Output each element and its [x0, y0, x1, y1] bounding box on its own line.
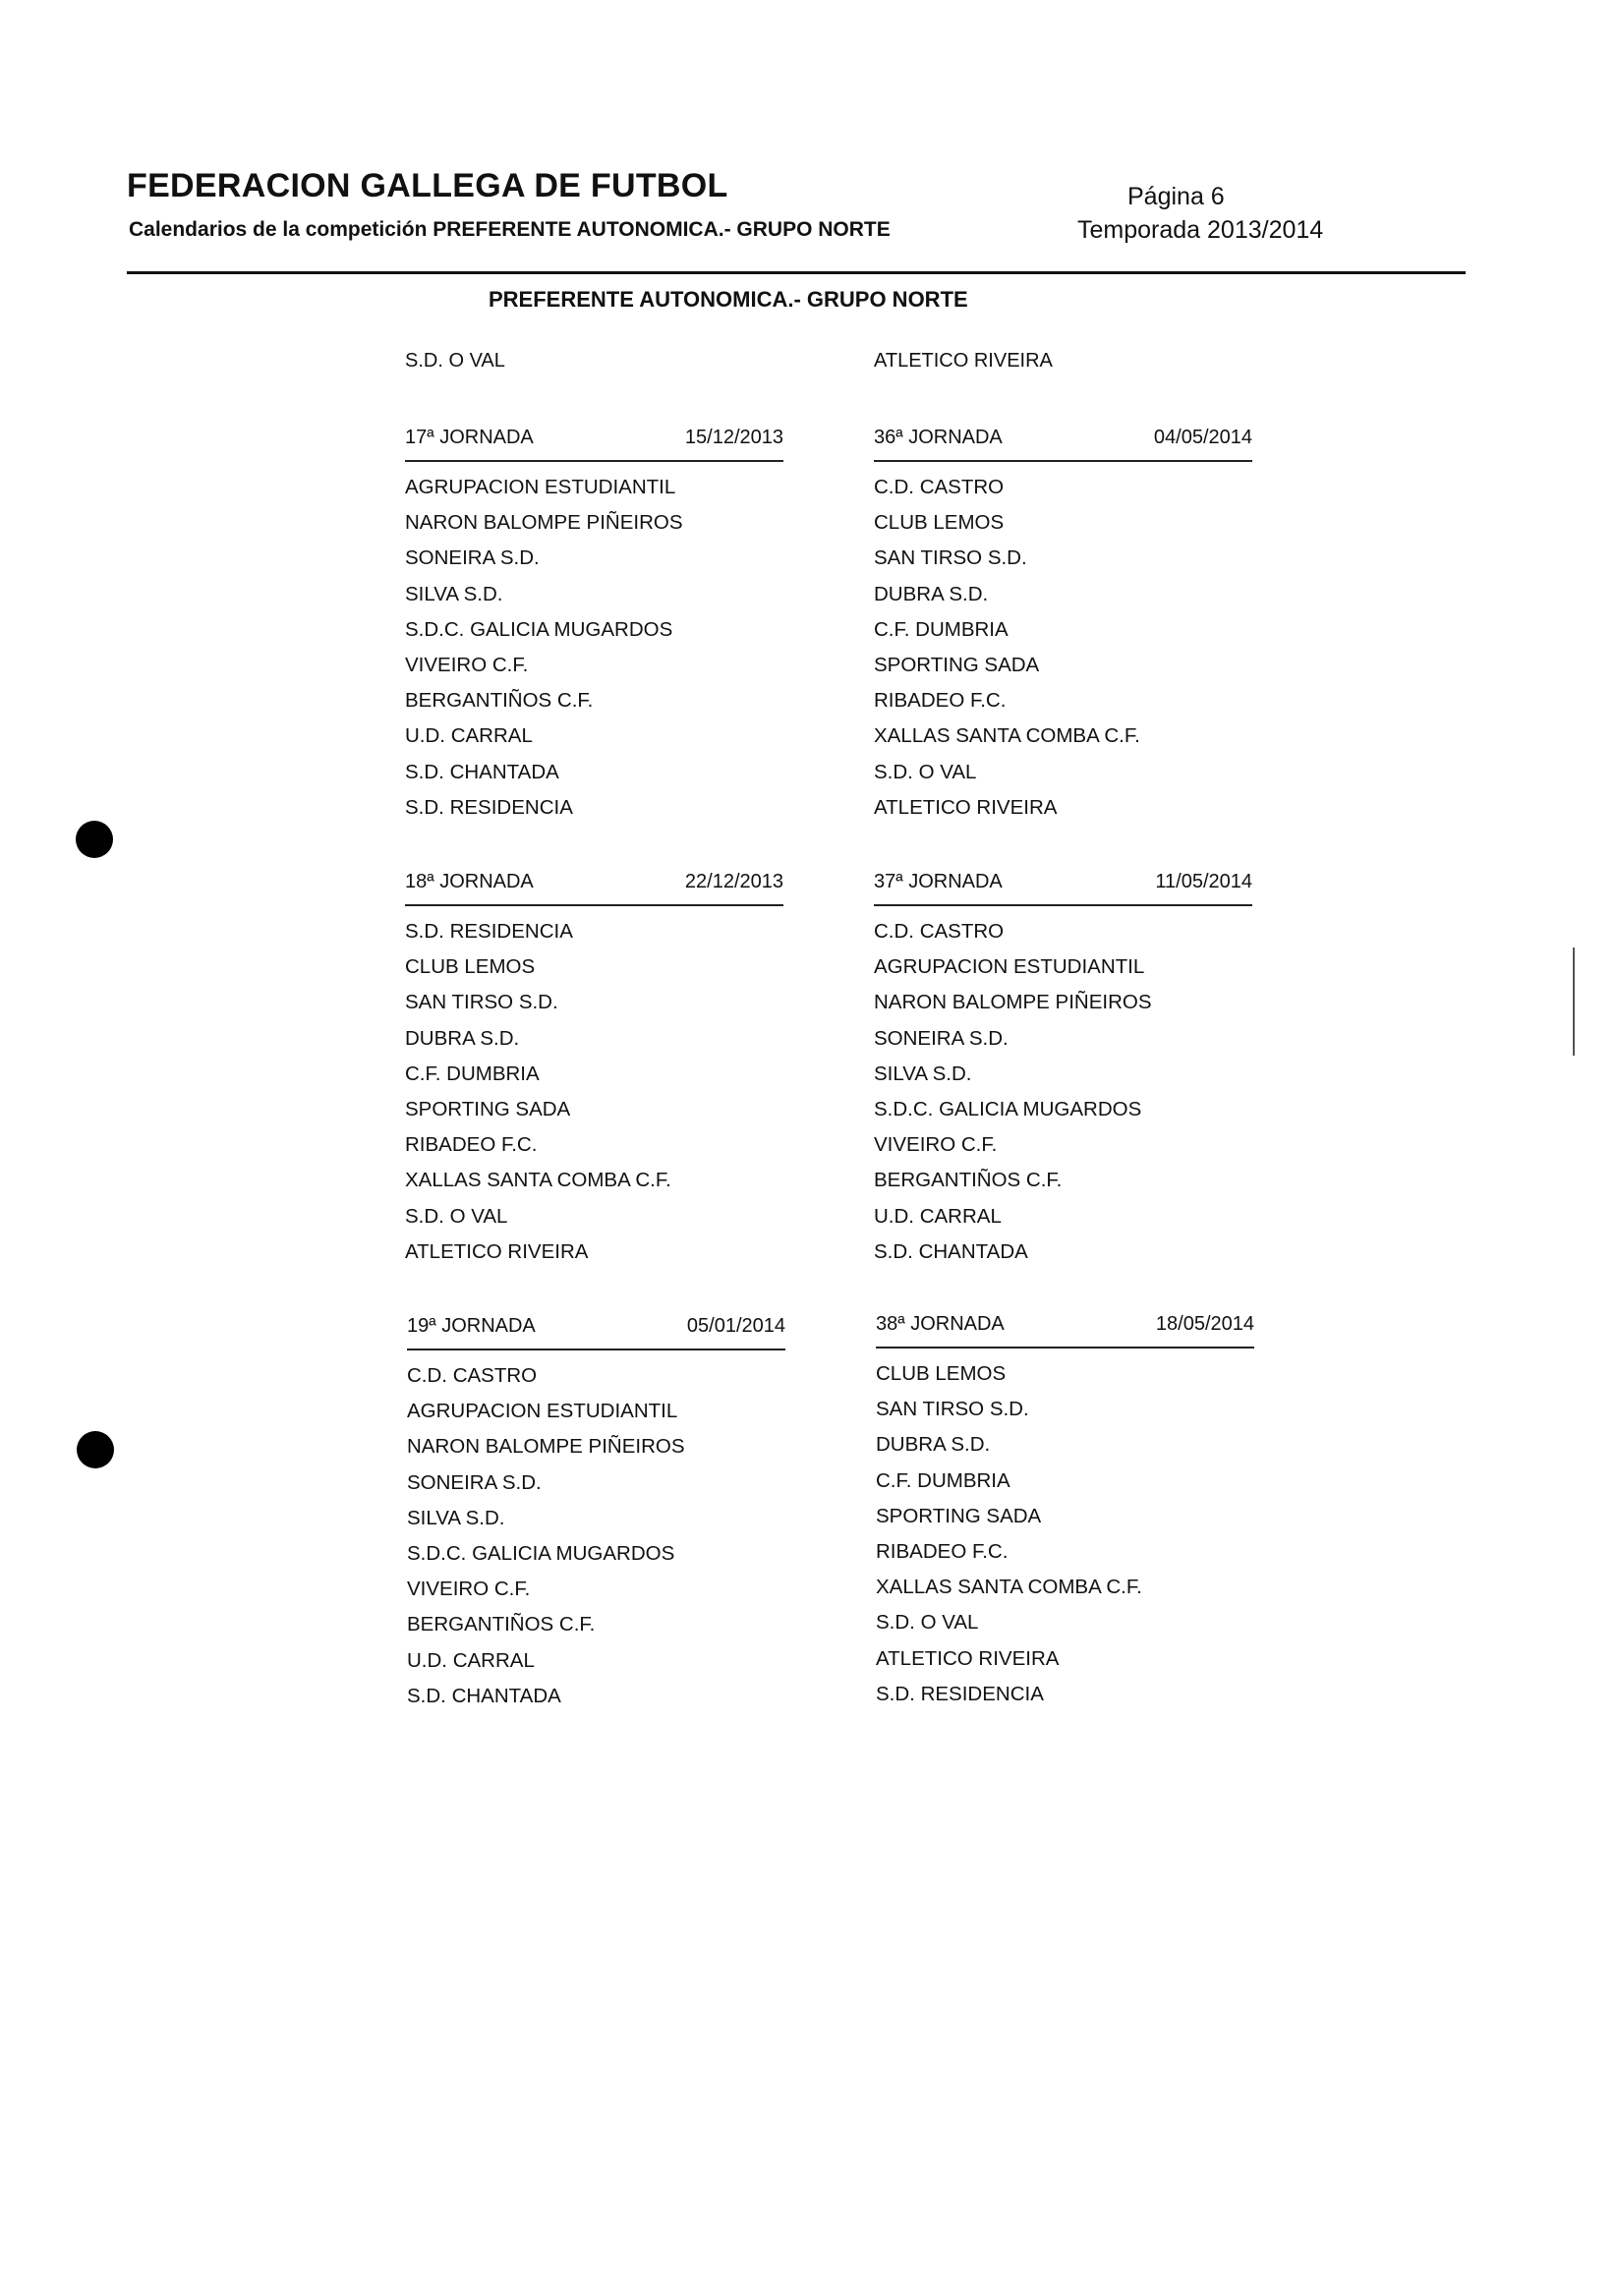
- header-divider: [127, 271, 1466, 274]
- team-name: RIBADEO F.C.: [876, 1539, 1009, 1563]
- round-block: [874, 427, 1252, 826]
- team-name: RIBADEO F.C.: [874, 689, 1007, 713]
- team-name: NARON BALOMPE PIÑEIROS: [407, 1435, 685, 1459]
- team-name: AGRUPACION ESTUDIANTIL: [405, 476, 676, 498]
- team-name: C.D. CASTRO: [874, 476, 1005, 498]
- team-name: S.D. RESIDENCIA: [405, 920, 573, 943]
- team-name: S.D. O VAL: [876, 1611, 979, 1635]
- team-list: [405, 470, 783, 826]
- team-name: VIVEIRO C.F.: [407, 1578, 531, 1601]
- page-number: Página 6: [1127, 183, 1225, 210]
- team-name: SPORTING SADA: [874, 653, 1040, 676]
- round-date: 15/12/2013: [684, 427, 783, 448]
- team-list: [874, 914, 1252, 1270]
- team-name: ATLETICO RIVEIRA: [874, 795, 1058, 819]
- team-name: XALLAS SANTA COMBA C.F.: [876, 1576, 1142, 1599]
- team-name: ATLETICO RIVEIRA: [405, 1239, 589, 1263]
- team-name: SILVA S.D.: [405, 582, 503, 605]
- team-name: SPORTING SADA: [405, 1097, 571, 1120]
- team-name: VIVEIRO C.F.: [874, 1133, 998, 1157]
- team-name: SONEIRA S.D.: [405, 546, 540, 570]
- round-name: 38ª JORNADA: [876, 1313, 1005, 1335]
- round-header: [407, 1315, 785, 1350]
- team-name: S.D. CHANTADA: [874, 1239, 1028, 1263]
- team-name: DUBRA S.D.: [405, 1026, 520, 1050]
- round-date: 18/05/2014: [1155, 1313, 1254, 1335]
- round-header: [874, 871, 1252, 906]
- section-title: PREFERENTE AUTONOMICA.- GRUPO NORTE: [489, 287, 968, 312]
- team-name: NARON BALOMPE PIÑEIROS: [874, 991, 1152, 1014]
- team-name: S.D. O VAL: [874, 760, 977, 783]
- round-name: 18ª JORNADA: [405, 871, 534, 892]
- team-list: [874, 470, 1252, 826]
- team-name: CLUB LEMOS: [405, 955, 536, 979]
- team-name: S.D. CHANTADA: [405, 760, 559, 783]
- round-date: 05/01/2014: [686, 1315, 785, 1337]
- team-name: S.D.C. GALICIA MUGARDOS: [407, 1541, 675, 1565]
- round-name: 19ª JORNADA: [407, 1315, 536, 1337]
- round-header: [876, 1313, 1254, 1349]
- previous-fixture-away: ATLETICO RIVEIRA: [874, 350, 1053, 372]
- team-name: U.D. CARRAL: [407, 1648, 535, 1672]
- team-name: SILVA S.D.: [874, 1062, 972, 1085]
- team-name: C.F. DUMBRIA: [874, 617, 1009, 641]
- team-name: SONEIRA S.D.: [407, 1470, 542, 1494]
- team-list: [405, 914, 783, 1270]
- round-block: [407, 1315, 785, 1714]
- team-name: SAN TIRSO S.D.: [405, 991, 558, 1014]
- team-name: S.D.C. GALICIA MUGARDOS: [874, 1097, 1142, 1120]
- team-name: S.D. RESIDENCIA: [405, 795, 573, 819]
- round-block: [874, 871, 1252, 1270]
- team-name: XALLAS SANTA COMBA C.F.: [405, 1169, 671, 1192]
- team-name: ATLETICO RIVEIRA: [876, 1646, 1060, 1670]
- team-name: AGRUPACION ESTUDIANTIL: [407, 1400, 678, 1423]
- round-name: 37ª JORNADA: [874, 871, 1003, 892]
- scan-edge-mark: [1573, 947, 1575, 1056]
- round-block: [876, 1313, 1254, 1712]
- competition-subtitle: Calendarios de la competición PREFERENTE AUTONOMICA.- GRUPO NORTE: [129, 218, 891, 241]
- round-header: [405, 871, 783, 906]
- team-list: [876, 1356, 1254, 1712]
- round-block: [405, 871, 783, 1270]
- team-name: U.D. CARRAL: [405, 724, 533, 748]
- team-name: C.F. DUMBRIA: [405, 1062, 540, 1085]
- team-name: SONEIRA S.D.: [874, 1026, 1009, 1050]
- previous-fixture-home: S.D. O VAL: [405, 350, 505, 372]
- round-date: 04/05/2014: [1153, 427, 1252, 448]
- team-name: XALLAS SANTA COMBA C.F.: [874, 724, 1140, 748]
- team-name: CLUB LEMOS: [876, 1362, 1007, 1385]
- team-name: AGRUPACION ESTUDIANTIL: [874, 955, 1145, 979]
- team-name: S.D. O VAL: [405, 1204, 508, 1228]
- team-name: C.D. CASTRO: [874, 920, 1005, 943]
- team-name: SILVA S.D.: [407, 1506, 505, 1529]
- team-name: BERGANTIÑOS C.F.: [874, 1169, 1063, 1192]
- team-list: [407, 1358, 785, 1714]
- punch-hole-upper: [76, 821, 113, 858]
- team-name: SAN TIRSO S.D.: [876, 1398, 1029, 1421]
- team-name: S.D. CHANTADA: [407, 1684, 561, 1707]
- team-name: SPORTING SADA: [876, 1504, 1042, 1527]
- team-name: RIBADEO F.C.: [405, 1133, 538, 1157]
- team-name: NARON BALOMPE PIÑEIROS: [405, 511, 683, 535]
- team-name: DUBRA S.D.: [876, 1433, 991, 1457]
- round-header: [405, 427, 783, 462]
- team-name: SAN TIRSO S.D.: [874, 546, 1027, 570]
- round-block: [405, 427, 783, 826]
- round-date: 22/12/2013: [684, 871, 783, 892]
- team-name: C.F. DUMBRIA: [876, 1468, 1010, 1492]
- team-name: C.D. CASTRO: [407, 1364, 538, 1387]
- punch-hole-lower: [77, 1431, 114, 1468]
- team-name: S.D. RESIDENCIA: [876, 1682, 1044, 1705]
- team-name: CLUB LEMOS: [874, 511, 1005, 535]
- round-name: 17ª JORNADA: [405, 427, 534, 448]
- round-header: [874, 427, 1252, 462]
- team-name: U.D. CARRAL: [874, 1204, 1002, 1228]
- team-name: DUBRA S.D.: [874, 582, 989, 605]
- season-label: Temporada 2013/2014: [1077, 216, 1324, 244]
- round-date: 11/05/2014: [1155, 871, 1252, 892]
- team-name: S.D.C. GALICIA MUGARDOS: [405, 617, 673, 641]
- round-name: 36ª JORNADA: [874, 427, 1003, 448]
- team-name: BERGANTIÑOS C.F.: [407, 1613, 596, 1636]
- team-name: VIVEIRO C.F.: [405, 653, 529, 676]
- federation-title: FEDERACION GALLEGA DE FUTBOL: [127, 167, 728, 204]
- team-name: BERGANTIÑOS C.F.: [405, 689, 594, 713]
